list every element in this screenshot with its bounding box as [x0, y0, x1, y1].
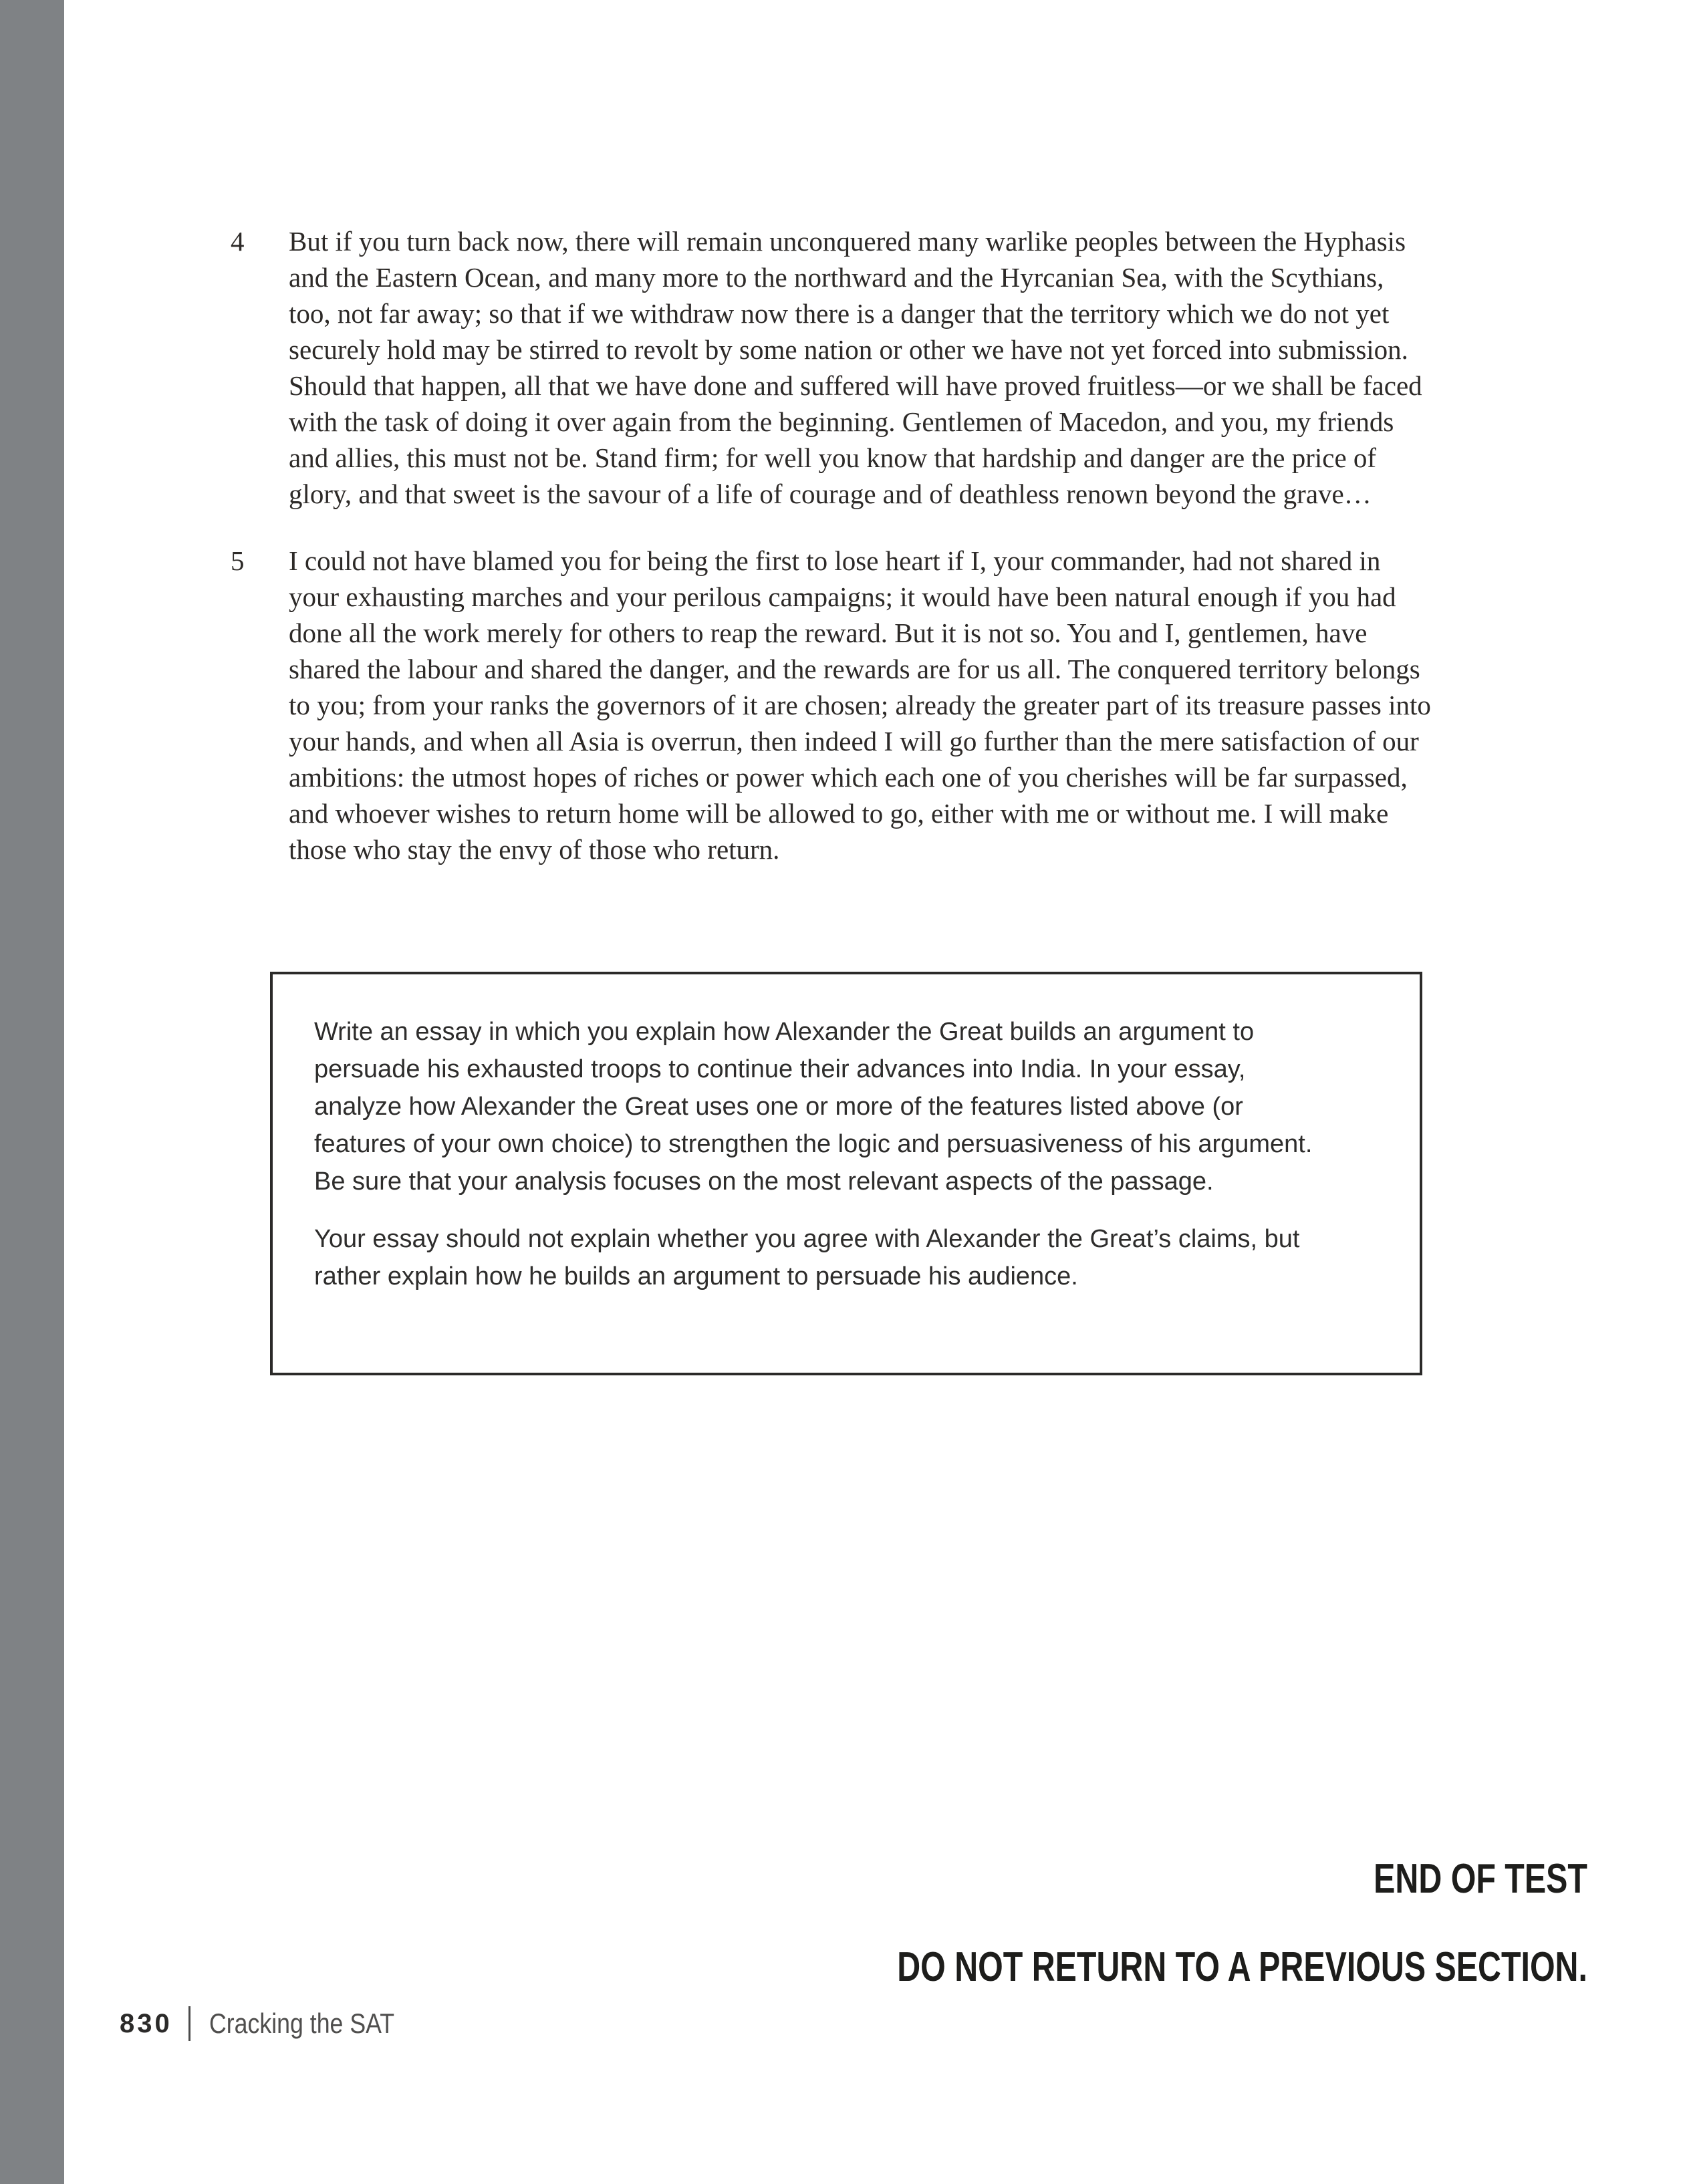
end-of-test-label: END OF TEST: [1374, 1856, 1587, 1902]
passage-paragraph-5: [231, 543, 1437, 867]
page-edge-bar: [0, 0, 64, 2184]
passage: [231, 223, 1437, 898]
page-footer: [120, 2006, 427, 2041]
prompt-paragraph-1: Write an essay in which you explain how Alexander the Great builds an argument to persuade his exhausted troops to continue their advances into India. In your essay, analyze how Alexander the Great uses one or more of the features listed above (or features of your own choice) to strengthen the logic and persuasiveness of his argument. Be sure that your analysis focuses on the most relevant aspects of the passage.: [314, 1018, 1313, 1196]
page-number: 830: [120, 2008, 172, 2038]
passage-paragraph-4: [231, 223, 1437, 512]
footer-divider: [188, 2006, 190, 2041]
paragraph-number: 4: [231, 226, 245, 257]
book-title: Cracking the SAT: [209, 2008, 394, 2039]
paragraph-text: But if you turn back now, there will remain unconquered many warlike peoples between the Hyphasis and the Eastern Ocean, and many more to the northward and the Hyrcanian Sea, with the Scythians, too, not far away; so that if we withdraw now there is a danger that the territory which we do not yet securely hold may be stirred to revolt by some nation or other we have not yet forced into submission. Should that happen, all that we have done and suffered will have proved fruitless—or we shall be faced with the task of doing it over again from the beginning. Gentlemen of Macedon, and you, my friends and allies, this must not be. Stand firm; for well you know that hardship and danger are the price of glory, and that sweet is the savour of a life of courage and of deathless renown beyond the grave…: [289, 226, 1422, 509]
paragraph-text: I could not have blamed you for being the first to lose heart if I, your commander, had not shared in your exhausting marches and your perilous campaigns; it would have been natural enough if you had done all the work merely for others to reap the reward. But it is not so. You and I, gentlemen, have shared the labour and shared the danger, and the rewards are for us all. The conquered territory belongs to you; from your ranks the governors of it are chosen; already the greater part of its treasure passes into your hands, and when all Asia is overrun, then indeed I will go further than the mere satisfaction of our ambitions: the utmost hopes of riches or power which each one of you cherishes will be far surpassed, and whoever wishes to return home will be allowed to go, either with me or without me. I will make those who stay the envy of those who return.: [289, 545, 1431, 865]
do-not-return-notice: DO NOT RETURN TO A PREVIOUS SECTION.: [897, 1944, 1587, 1990]
essay-prompt-box: [270, 972, 1422, 1375]
paragraph-number: 5: [231, 545, 245, 576]
prompt-paragraph-2: Your essay should not explain whether you agree with Alexander the Great’s claims, but rather explain how he builds an argument to persuade his audience.: [314, 1225, 1300, 1290]
